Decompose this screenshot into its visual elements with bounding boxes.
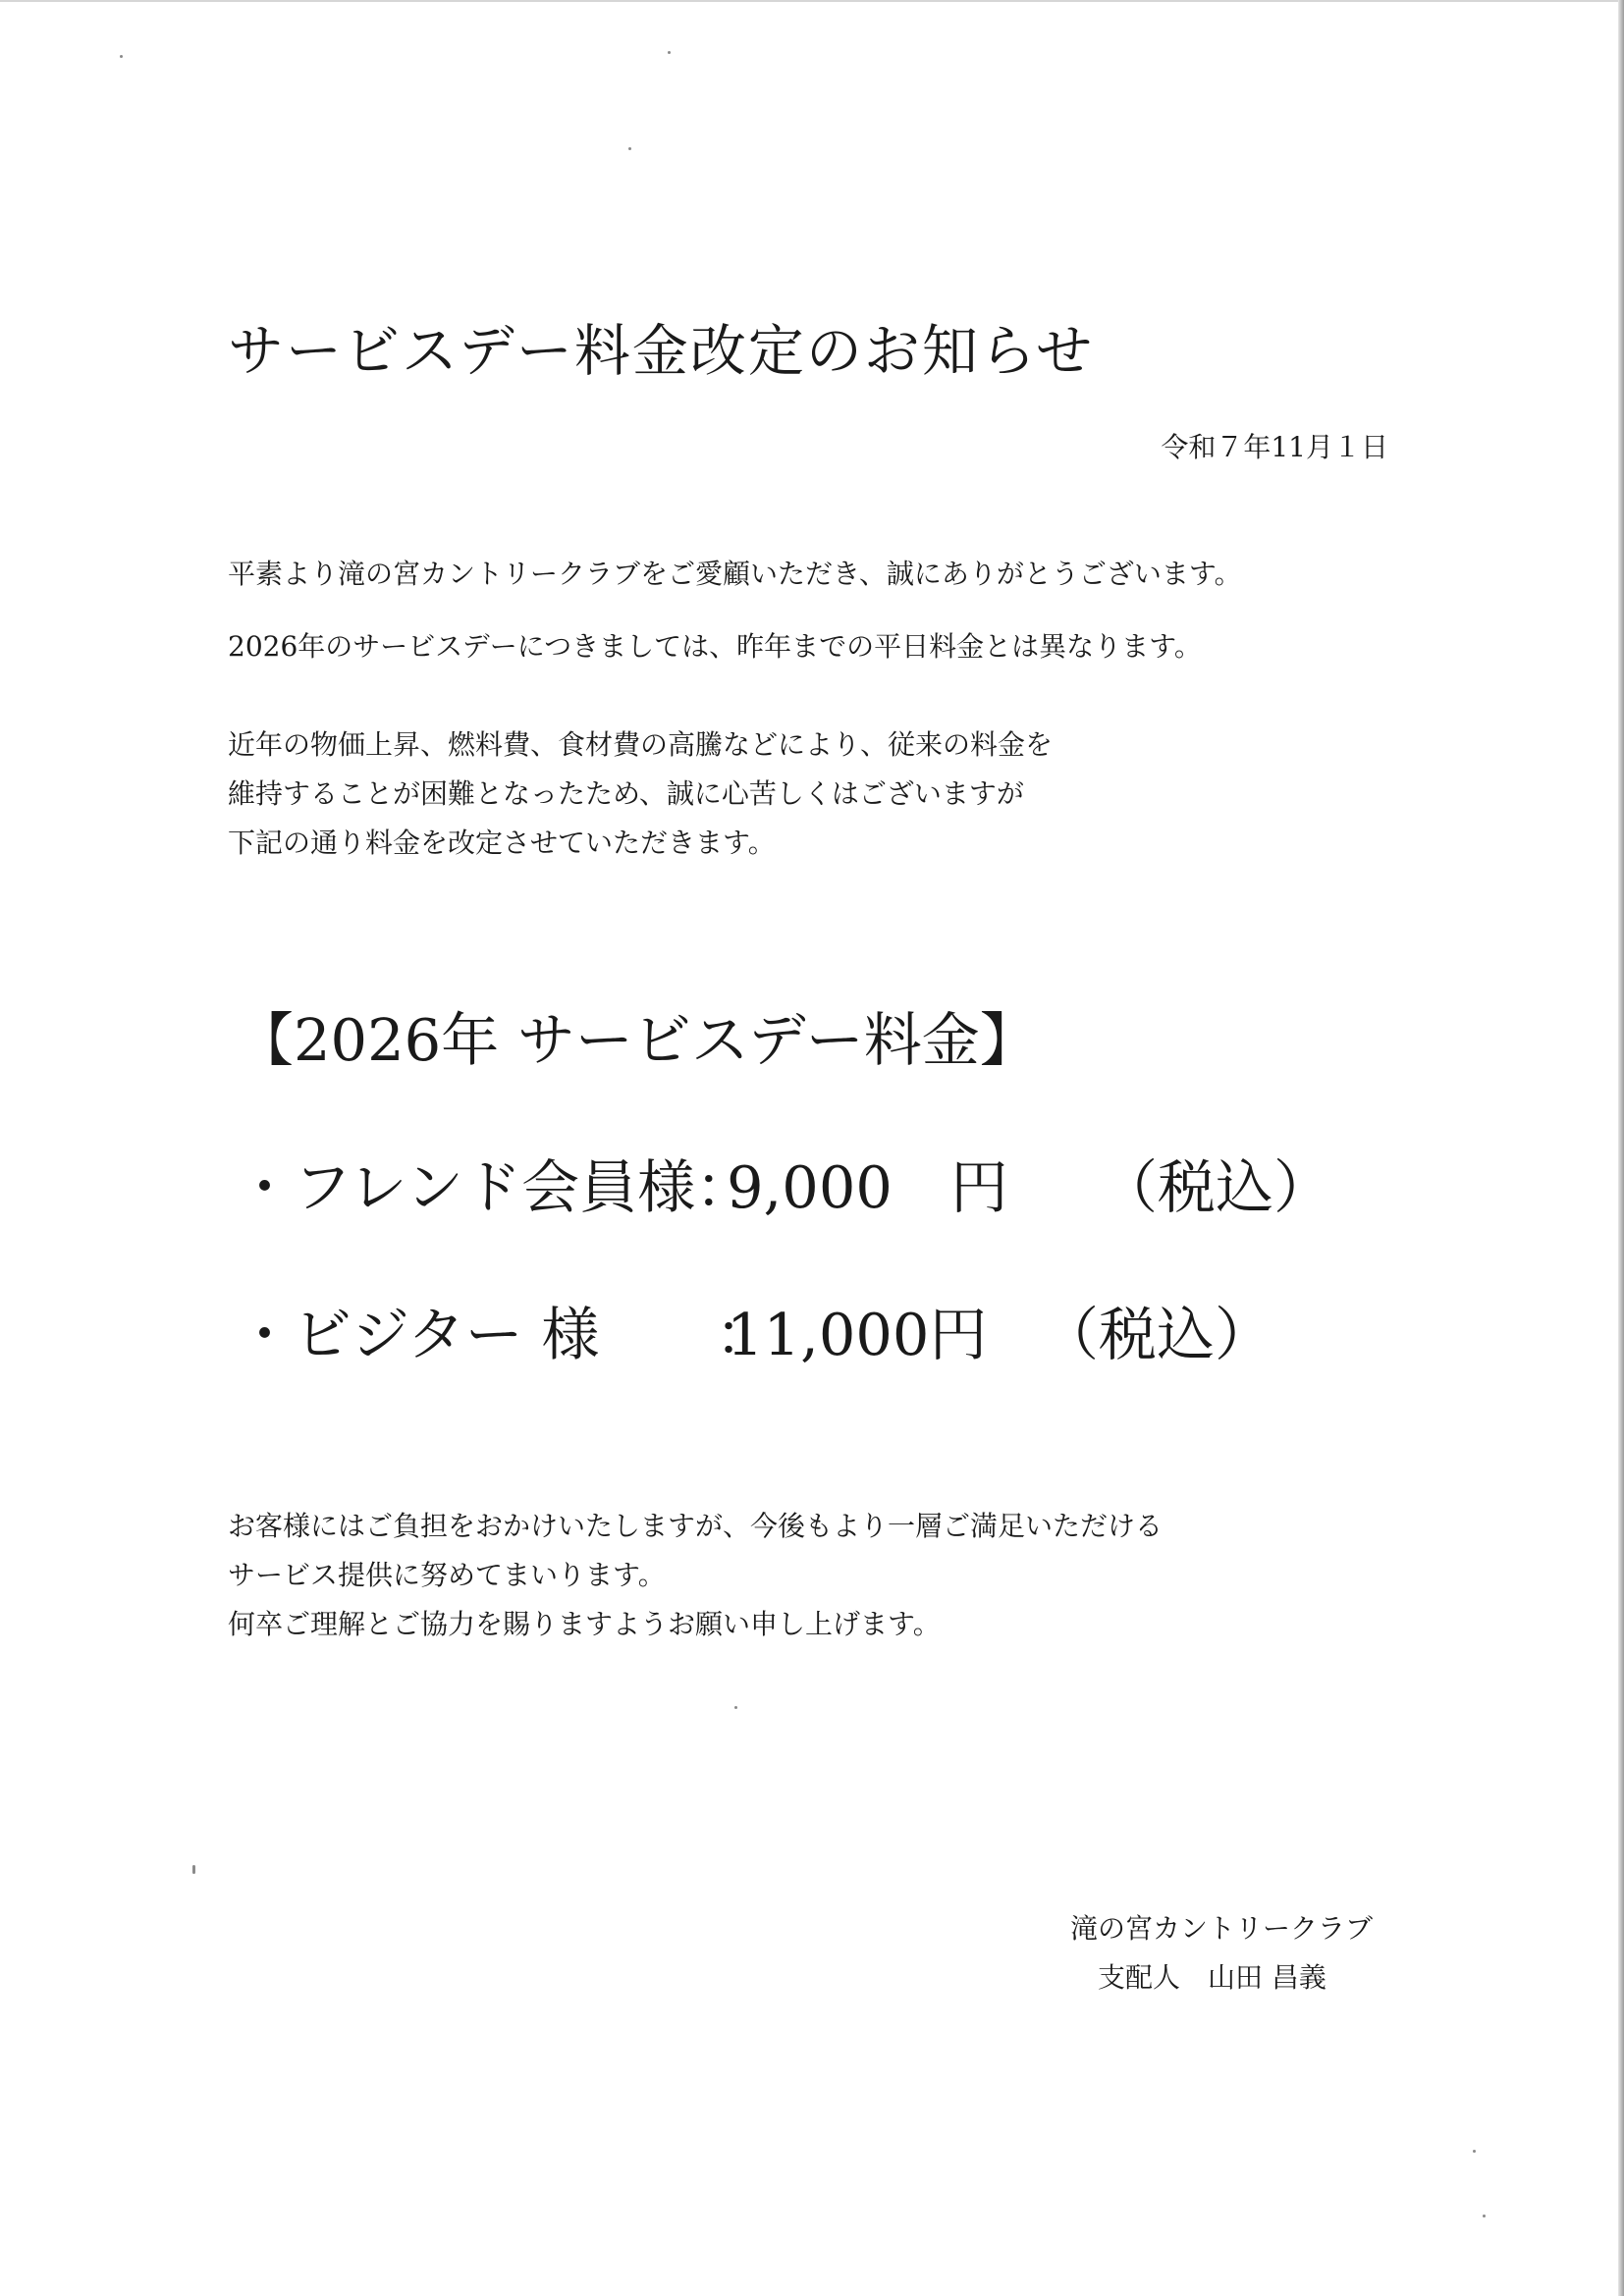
fee-row-friend [236, 1148, 1331, 1227]
notice-date: 令和７年11月１日 [1161, 431, 1388, 463]
signature-manager: 支配人 山田 昌義 [1097, 1961, 1326, 1994]
fee-tax-visitor: （税込） [1041, 1301, 1273, 1368]
fee-price-friend: 9,000 円 [727, 1153, 1008, 1221]
fee-row-visitor [236, 1296, 1272, 1374]
intro-paragraph-2 [228, 622, 1202, 671]
reason-line: 近年の物価上昇、燃料費、食材費の高騰などにより、従来の料金を [228, 728, 1054, 761]
page-top-edge [0, 0, 1624, 2]
fee-heading: 【2026年 サービスデー料金】 [236, 1006, 1038, 1074]
closing-paragraph [228, 1502, 1163, 1649]
notice-title: サービスデー料金改定のお知らせ [228, 319, 1095, 384]
scan-speck [1483, 2215, 1486, 2217]
scan-speck [120, 55, 123, 58]
intro-line: 平素より滝の宮カントリークラブをご愛顧いただき、誠にありがとうございます。 [228, 558, 1242, 590]
scan-speck [668, 51, 671, 54]
intro-paragraph [228, 550, 1242, 599]
closing-line: 何卒ご理解とご協力を賜りますようお願い申し上げます。 [228, 1608, 941, 1640]
closing-line: サービス提供に努めてまいります。 [228, 1559, 666, 1591]
reason-line: 維持することが困難となったため、誠に心苦しくはございますが [228, 777, 1024, 810]
intro-line: 2026年のサービスデーにつきましては、昨年までの平日料金とは異なります。 [228, 630, 1202, 663]
scan-speck [1473, 2150, 1476, 2153]
fee-label-friend: ・フレンド会員様： [236, 1153, 754, 1221]
scan-speck [192, 1865, 195, 1874]
fee-tax-friend: （税込） [1100, 1153, 1332, 1221]
fee-price-visitor: 11,000円 [727, 1301, 988, 1368]
scan-speck [628, 147, 631, 150]
fee-label-visitor: ・ビジター 様 ： [236, 1301, 774, 1368]
page-right-edge [1618, 0, 1624, 2296]
scan-speck [734, 1706, 737, 1709]
signature-organization: 滝の宮カントリークラブ [1069, 1912, 1373, 1945]
reason-line: 下記の通り料金を改定させていただきます。 [228, 827, 776, 859]
signature-block [1070, 1904, 1373, 2002]
reason-paragraph [228, 721, 1053, 868]
closing-line: お客様にはご負担をおかけいたしますが、今後もより一層ご満足いただける [228, 1510, 1164, 1542]
